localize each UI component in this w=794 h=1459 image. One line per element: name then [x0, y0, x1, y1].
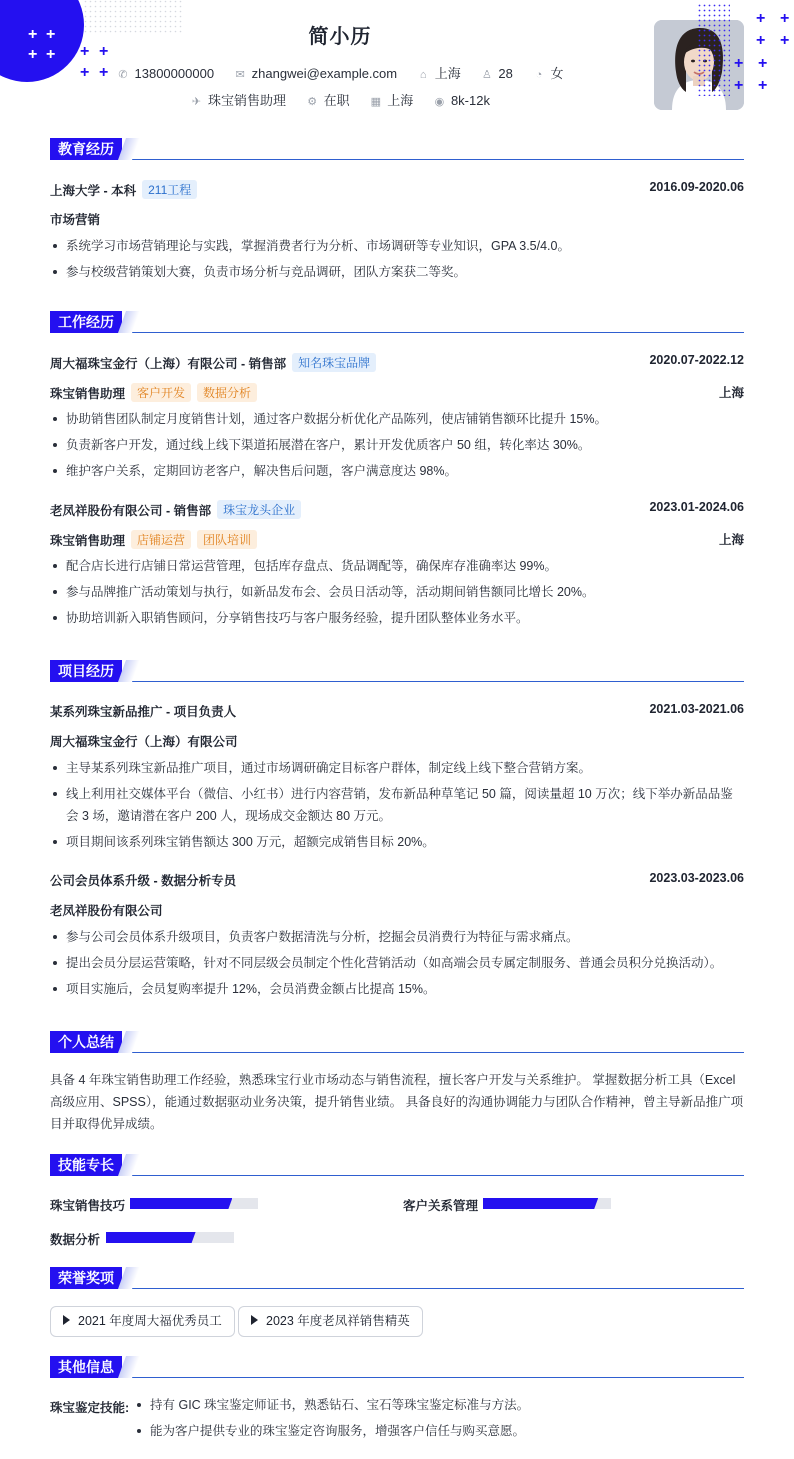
job-role: 珠宝销售助理 [50, 534, 126, 548]
plus-icon: + [734, 77, 744, 94]
award-item: 2023 年度老凤祥销售精英 [238, 1306, 423, 1337]
work-city: 上海 [718, 386, 744, 400]
contact-email: ✉ zhangwei@example.com [235, 66, 398, 81]
project-entry [50, 871, 744, 1000]
work-entry [50, 500, 744, 629]
list-item: 项目期间该系列珠宝销售额达 300 万元，超额完成销售目标 20%。 [50, 831, 744, 853]
home-icon: ⌂ [419, 69, 427, 81]
skill-level-fill [483, 1198, 598, 1209]
skill-level-bar [483, 1198, 611, 1209]
section-header [50, 660, 744, 682]
section-title: 教育经历 [50, 138, 122, 160]
list-item: 持有 GIC 珠宝鉴定师证书，熟悉钻石、宝石等珠宝鉴定标准与方法。 [134, 1394, 744, 1416]
skill-name: 数据分析 [50, 1233, 101, 1247]
education-period: 2016.09-2020.06 [649, 180, 744, 194]
list-item: 参与品牌推广活动策划与执行，如新品发布会、会员日活动等，活动期间销售额同比增长 20%。 [50, 581, 744, 603]
section-title: 技能专长 [50, 1154, 122, 1176]
plus-icon: + [99, 43, 109, 60]
plus-icon: + [99, 64, 109, 81]
intent-salary: ◉ 8k-12k [434, 93, 490, 108]
section-header [50, 1267, 744, 1289]
school-tag: 211工程 [142, 180, 197, 199]
section-header [50, 311, 744, 333]
plus-icon: + [80, 43, 90, 60]
plus-icon: + [758, 77, 768, 94]
plus-icon: + [28, 26, 38, 43]
plus-icon: + [780, 10, 790, 27]
plus-icon: + [46, 46, 56, 63]
skills-section [50, 1154, 744, 1176]
skill-tag: 团队培训 [197, 530, 257, 549]
summary-section [50, 1031, 744, 1135]
list-item: 参与公司会员体系升级项目，负责客户数据清洗与分析，挖掘会员消费行为特征与需求痛点。 [50, 926, 744, 948]
job-intent-row [0, 90, 680, 109]
skill-level-bar [106, 1232, 234, 1243]
other-bullets [134, 1394, 744, 1442]
other-label: 珠宝鉴定技能: [50, 1401, 130, 1415]
list-item: 参与校级营销策划大赛，负责市场分析与竞品调研，团队方案获二等奖。 [50, 261, 744, 283]
section-title: 工作经历 [50, 311, 122, 333]
section-title: 个人总结 [50, 1031, 122, 1053]
list-item: 配合店长进行店铺日常运营管理，包括库存盘点、货品调配等，确保库存准确率达 99%。 [50, 555, 744, 577]
list-item: 主导某系列珠宝新品推广项目，通过市场调研确定目标客户群体，制定线上线下整合营销方案。 [50, 757, 744, 779]
award-item: 2021 年度周大福优秀员工 [50, 1306, 235, 1337]
education-major-row [50, 210, 744, 226]
list-item: 能为客户提供专业的珠宝鉴定咨询服务，增强客户信任与购买意愿。 [134, 1420, 744, 1442]
decorative-dot-grid [698, 4, 730, 96]
skill-name: 珠宝销售技巧 [50, 1199, 126, 1213]
section-header [50, 1031, 744, 1053]
skill-level-fill [130, 1198, 232, 1209]
city-icon: ▦ [370, 96, 381, 108]
list-item: 维护客户关系，定期回访老客户，解决售后问题，客户满意度达 98%。 [50, 460, 744, 482]
section-title: 其他信息 [50, 1356, 122, 1378]
list-item: 提出会员分层运营策略，针对不同层级会员制定个性化营销活动（如高端会员专属定制服务、普通会员积分兑换活动）。 [50, 952, 744, 974]
project-name: 公司会员体系升级 - 数据分析专员 [50, 874, 237, 888]
project-bullets [50, 926, 744, 1000]
work-entry-header [50, 500, 744, 516]
play-triangle-icon [251, 1315, 258, 1325]
work-role-row [50, 383, 744, 399]
position-icon: ✈ [191, 96, 202, 108]
work-entry [50, 353, 744, 482]
work-period: 2020.07-2022.12 [649, 353, 744, 367]
contact-gender: ◔ 女 [532, 63, 563, 82]
education-section [50, 138, 744, 283]
work-period: 2023.01-2024.06 [649, 500, 744, 514]
project-org-row [50, 901, 744, 917]
play-triangle-icon [63, 1315, 70, 1325]
skill-level-fill [106, 1232, 196, 1243]
skill-tag: 客户开发 [131, 383, 191, 402]
gender-icon: ◔ [535, 69, 543, 81]
summary-text: 具备 4 年珠宝销售助理工作经验，熟悉珠宝行业市场动态与销售流程，擅长客户开发与关系维护。 掌握数据分析工具（Excel 高级应用、SPSS），能通过数据驱动业务决策，提升销售业绩。 具备良好的沟通协调能力与团队合作精神，曾主导新品推广项目并取得优异成绩。 [50, 1073, 744, 1131]
work-bullets [50, 408, 744, 482]
status-icon: ⚙ [307, 96, 318, 108]
project-bullets [50, 757, 744, 853]
projects-section [50, 660, 744, 1000]
plus-icon: + [80, 64, 90, 81]
project-org: 老凤祥股份有限公司 [50, 904, 163, 918]
plus-icon: + [756, 10, 766, 27]
work-city: 上海 [718, 533, 744, 547]
section-header [50, 1154, 744, 1176]
company-name: 周大福珠宝金行（上海）有限公司 - 销售部 [50, 357, 287, 371]
work-role-row [50, 530, 744, 546]
contact-age: ♙ 28 [481, 66, 513, 81]
skill-tag: 数据分析 [197, 383, 257, 402]
section-title: 荣誉奖项 [50, 1267, 122, 1289]
section-title: 项目经历 [50, 660, 122, 682]
work-section [50, 311, 744, 629]
project-period: 2021.03-2021.06 [649, 702, 744, 716]
project-entry-header [50, 702, 744, 718]
project-period: 2023.03-2023.06 [649, 871, 744, 885]
list-item: 线上利用社交媒体平台（微信、小红书）进行内容营销，发布新品种草笔记 50 篇，阅读量超 10 万次；线下举办新品品鉴会 3 场，邀请潜在客户 200 人，现场成交金额达 80 万元。 [50, 783, 744, 827]
job-role: 珠宝销售助理 [50, 387, 126, 401]
major: 市场营销 [50, 213, 101, 227]
work-entry-header [50, 353, 744, 369]
list-item: 协助培训新入职销售顾问，分享销售技巧与客户服务经验，提升团队整体业务水平。 [50, 607, 744, 629]
intent-city: ▦ 上海 [370, 93, 414, 108]
candidate-name: 简小历 [308, 26, 372, 48]
intent-position: ✈ 珠宝销售助理 [191, 93, 287, 108]
skill-tag: 店铺运营 [131, 530, 191, 549]
contact-info-row [0, 63, 680, 82]
project-entry [50, 702, 744, 853]
mail-icon: ✉ [235, 69, 245, 81]
plus-icon: + [734, 55, 744, 72]
project-org: 周大福珠宝金行（上海）有限公司 [50, 735, 238, 749]
work-bullets [50, 555, 744, 629]
section-header [50, 138, 744, 160]
skill-name: 客户关系管理 [403, 1199, 479, 1213]
awards-section [50, 1267, 744, 1289]
salary-icon: ◉ [434, 96, 445, 108]
contact-phone: ✆ 13800000000 [118, 66, 215, 81]
list-item: 负责新客户开发，通过线上线下渠道拓展潜在客户，累计开发优质客户 50 组，转化率达 30%。 [50, 434, 744, 456]
school-name: 上海大学 - 本科 [50, 184, 137, 198]
plus-icon: + [28, 46, 38, 63]
project-entry-header [50, 871, 744, 887]
age-icon: ♙ [481, 69, 492, 81]
plus-icon: + [46, 26, 56, 43]
phone-icon: ✆ [118, 69, 128, 81]
plus-icon: + [756, 32, 766, 49]
plus-icon: + [758, 55, 768, 72]
company-tag: 知名珠宝品牌 [292, 353, 376, 372]
company-tag: 珠宝龙头企业 [217, 500, 301, 519]
other-section [50, 1356, 744, 1378]
intent-status: ⚙ 在职 [307, 93, 350, 108]
section-header [50, 1356, 744, 1378]
list-item: 协助销售团队制定月度销售计划，通过客户数据分析优化产品陈列，使店铺销售额环比提升 15%。 [50, 408, 744, 430]
list-item: 项目实施后，会员复购率提升 12%，会员消费金额占比提高 15%。 [50, 978, 744, 1000]
company-name: 老凤祥股份有限公司 - 销售部 [50, 504, 212, 518]
education-entry-header [50, 180, 744, 196]
project-org-row [50, 732, 744, 748]
contact-location: ⌂ 上海 [417, 63, 461, 82]
skill-level-bar [130, 1198, 258, 1209]
education-bullets [50, 235, 744, 283]
list-item: 系统学习市场营销理论与实践，掌握消费者行为分析、市场调研等专业知识，GPA 3.5/4.0。 [50, 235, 744, 257]
plus-icon: + [780, 32, 790, 49]
project-name: 某系列珠宝新品推广 - 项目负责人 [50, 705, 237, 719]
